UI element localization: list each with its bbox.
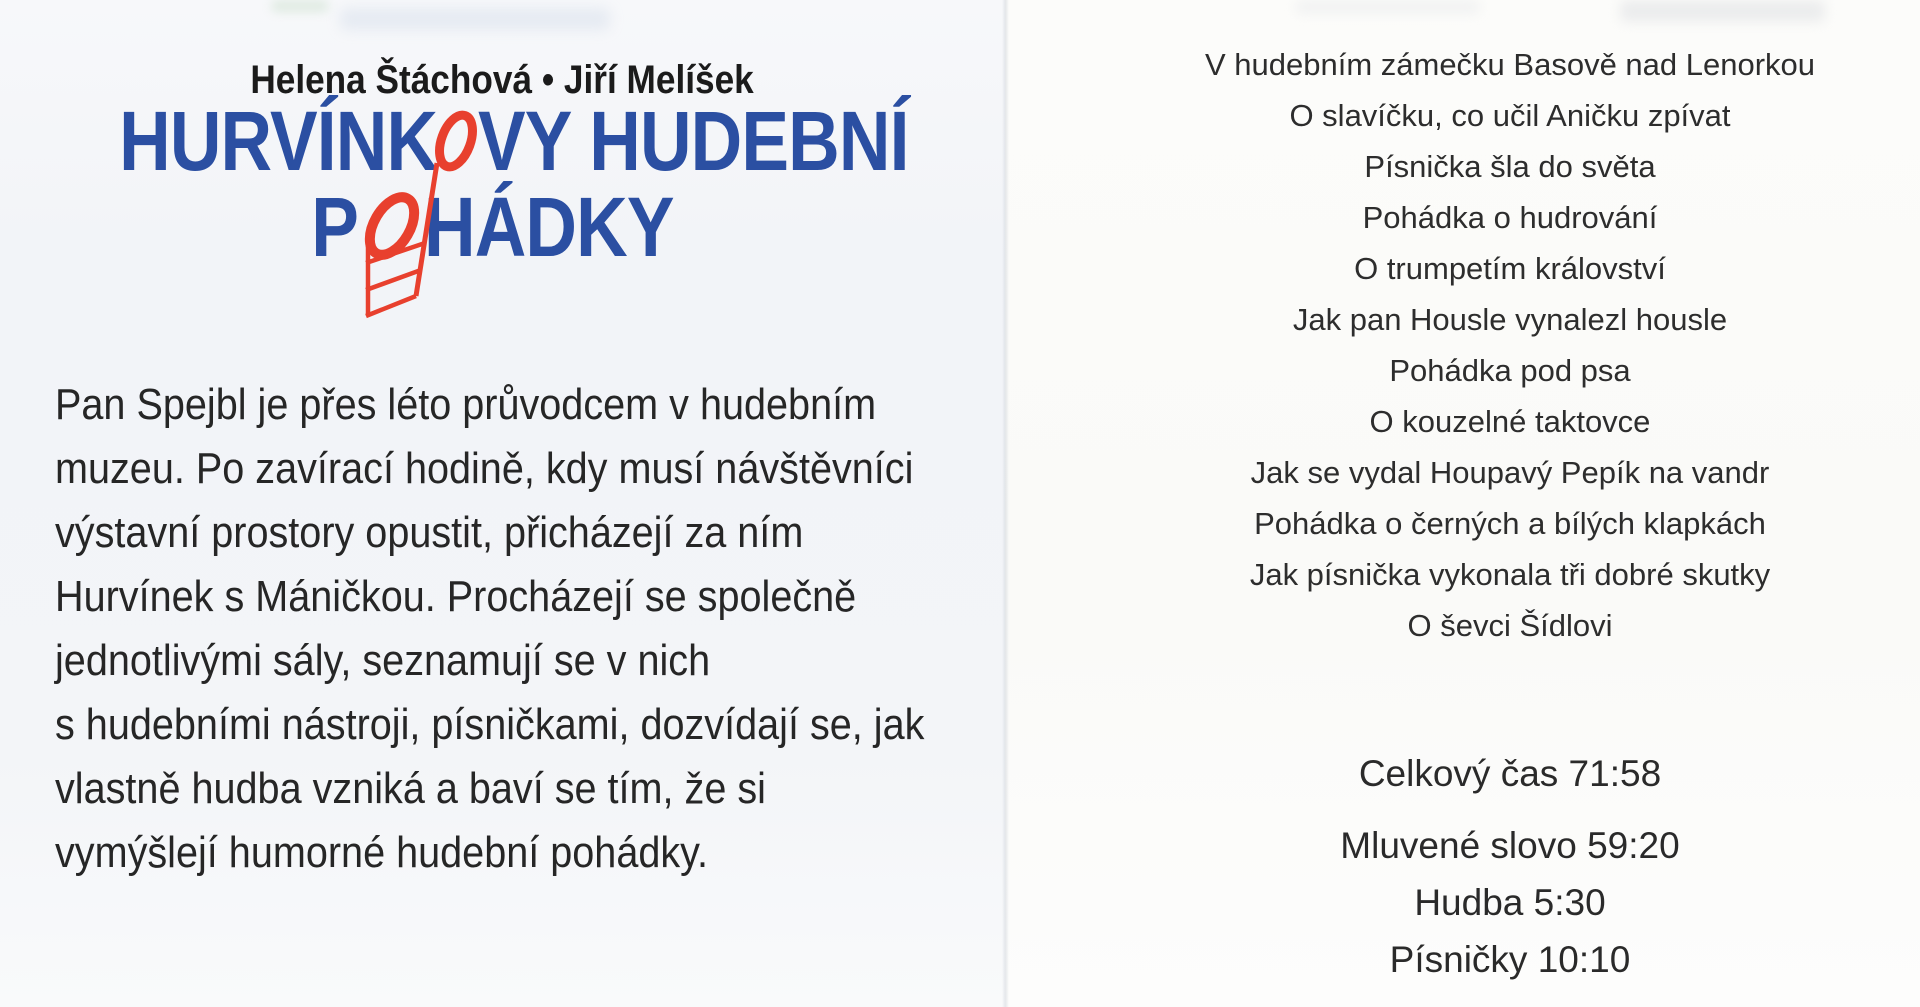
duration-songs: Písničky 10:10 (1389, 939, 1631, 980)
description-paragraph (55, 373, 995, 885)
track-title: Pohádka o černých a bílých klapkách (1254, 506, 1766, 541)
paragraph-line: vymýšlejí humorné hudební pohádky. (55, 828, 709, 877)
paragraph-line: Hurvínek s Máničkou. Procházejí se společně (55, 572, 857, 621)
page-fold-line (1002, 0, 1009, 1007)
paragraph-line: s hudebními nástroji, písničkami, dozvídají se, jak (55, 700, 925, 749)
note-head-upper (433, 111, 479, 172)
note-head-lower (361, 190, 424, 263)
paragraph-line: muzeu. Po zavírací hodině, kdy musí návštěvníci (55, 444, 914, 493)
authors-text: Helena Štáchová • Jiří Melíšek (250, 58, 755, 102)
title-line1-o-letter (0, 0, 1, 1)
track-title: O slavíčku, co učil Aničku zpívat (1289, 98, 1731, 133)
track-title: Písnička šla do světa (1364, 149, 1656, 184)
total-time: Celkový čas 71:58 (1358, 753, 1662, 794)
paragraph-line: Pan Spejbl je přes léto průvodcem v hudebním (55, 380, 877, 429)
track-title: Pohádka pod psa (1389, 353, 1631, 388)
paragraph-line: jednotlivými sály, seznamují se v nich (55, 636, 711, 685)
title-line1-pre: HURVÍNK (118, 94, 437, 188)
track-title: V hudebním zámečku Basově nad Lenorkou (1204, 47, 1816, 82)
track-title: Jak se vydal Houpavý Pepík na vandr (1250, 455, 1770, 490)
track-title: Jak písnička vykonala tři dobré skutky (1249, 557, 1771, 592)
track-list (1055, 39, 1920, 651)
duration-music: Hudba 5:30 (1414, 882, 1606, 923)
track-title: O ševci Šídlovi (1407, 608, 1613, 643)
track-title: Jak pan Housle vynalezl housle (1292, 302, 1728, 337)
track-title: O kouzelné taktovce (1369, 404, 1651, 439)
title-line2-pre: P (311, 180, 358, 274)
note-flag (366, 243, 425, 316)
track-title: O trumpetím království (1354, 251, 1666, 286)
title-line2-post: HÁDKY (424, 180, 674, 274)
duration-spoken-word: Mluvené slovo 59:20 (1340, 825, 1680, 866)
paragraph-line: vlastně hudba vzniká a baví se tím, že si (55, 764, 766, 813)
paragraph-line: výstavní prostory opustit, přicházejí za ním (55, 508, 804, 557)
right-page-content (1055, 0, 1920, 1007)
title-line1-post: VY HUDEBNÍ (478, 94, 909, 188)
track-title: Pohádka o hudrování (1362, 200, 1658, 235)
title-line2-o-letter (0, 0, 1, 1)
